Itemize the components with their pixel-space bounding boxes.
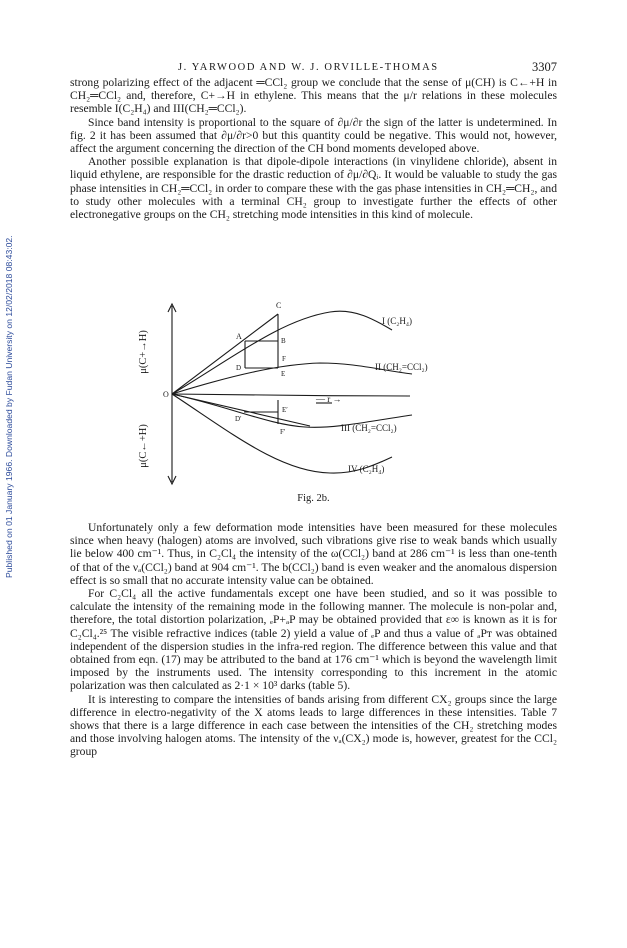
y-label-upper: μ(C+→H) <box>138 330 149 374</box>
figure-diagram <box>130 300 500 490</box>
point-label-f-prime: F′ <box>280 428 286 436</box>
point-label-e-prime: E′ <box>282 406 288 414</box>
figure-2b <box>130 300 500 490</box>
page-header <box>70 60 557 76</box>
body-text-bottom <box>70 521 557 759</box>
download-watermark <box>4 178 16 578</box>
figure-caption: Fig. 2b. <box>297 493 330 504</box>
point-label-f: F <box>282 355 286 363</box>
paragraph: Unfortunately only a few deformation mode intensities have been measured for these molecules since when heavy (halogen) atoms are involved, such vibrations give rise to weak bands which usually lie below 400 cm⁻¹. Thus, in C₂Cl₄ the intensity of the ω(CCl₂) band at 286 cm⁻¹ is less than one-tenth of that of the νₐ(CCl₂) band at 904 cm⁻¹. The b(CCl₂) band is even weaker and the anomalous dispersion effect is so small that no accurate intensity value can be obtained. <box>70 521 558 587</box>
tangent-oc <box>172 314 278 394</box>
point-label-e: E <box>281 370 286 378</box>
point-label-c: C <box>276 301 282 310</box>
curve-label-i: I (C₂H₄) <box>382 316 413 326</box>
paragraph: It is interesting to compare the intensities of bands arising from different CX₂ groups since the large difference in electro-negativity of the X atoms leads to large differences in these intensities. Table 7 shows that there is a large difference in each case between the intensities of the CH₂ stretching modes and those involving halogen atoms. The intensity of the νₐ(CX₂) mode is, however, greatest for the CCl₂ group <box>70 692 557 759</box>
body-text-top <box>70 76 557 221</box>
curve-label-iii: III (CH₂=CCl₂) <box>341 423 397 433</box>
curve-label-ii: II (CH₂=CCl₂) <box>375 362 428 372</box>
point-label-d: D <box>236 364 242 372</box>
x-axis-label: — r → <box>316 394 342 404</box>
curve-i <box>172 311 392 394</box>
y-label-lower: μ(C←+H) <box>138 424 149 468</box>
point-label-o: O <box>163 390 169 399</box>
point-label-d-prime: D′ <box>235 415 242 423</box>
curve-label-iv: IV (C₂H₄) <box>348 464 385 474</box>
paragraph: Another possible explanation is that dipole-dipole interactions (in vinylidene chloride), absent in liquid ethylene, are responsible for the drastic reduction of ∂μ/∂Qᵢ. It would be valuable to study the gas phase intensities in CH₂═CCl₂ in order to compare these with the gas phase intensities in CH₂═CH₂, and to study other molecules with a terminal CH₂ group to investigate further the effects of other electronegative groups on the CH₂ stretching mode intensities in this kind of molecule. <box>70 155 557 222</box>
download-note: Published on 01 January 1966. Downloaded by Fudan University on 12/02/2018 08:43:02. <box>4 235 14 578</box>
running-head: J. YARWOOD AND W. J. ORVILLE-THOMAS <box>178 62 439 73</box>
curve-baseline <box>172 394 410 396</box>
point-label-b: B <box>281 337 286 345</box>
paragraph: Since band intensity is proportional to the square of ∂μ/∂r the sign of the latter is undetermined. In fig. 2 it has been assumed that ∂μ/∂r>0 but this quantity could be negative. This would not, however, affect the argument concerning the direction of the CH bond moments developed above. <box>70 115 557 156</box>
paragraph: strong polarizing effect of the adjacent ═CCl₂ group we conclude that the sense of μ(CH) is C←+H in CH₂═CCl₂ and, therefore, C+→H in ethylene. This means that the μ/r relations in these molecules resemble I(C₂H₄) and III(CH₂═CCl₂). <box>70 76 557 116</box>
paragraph: For C₂Cl₄ all the active fundamentals except one have been studied, and so it was possible to calculate the intensity of the remaining mode in the following manner. The molecule is non-polar and, therefore, the total distortion polarization, ₑP+ₐP may be obtained provided that ε∞ is known as it is for C₂Cl₄.²⁵ The visible refractive indices (table 2) yield a value of ₑP and thus a value of ₐPᴛ was obtained independent of the dispersion studies in the infra-red region. The difference between this value and that obtained from eqn. (17) may be attributed to the band at 176 cm⁻¹ which is beyond the wavelength limit imposed by the instruments used. The intensity corresponding to this increment in the atomic polarization was then calculated as 2·1 × 10³ darks (table 5). <box>70 587 557 693</box>
page-number: 3307 <box>532 60 557 74</box>
point-label-a: A <box>236 332 242 341</box>
